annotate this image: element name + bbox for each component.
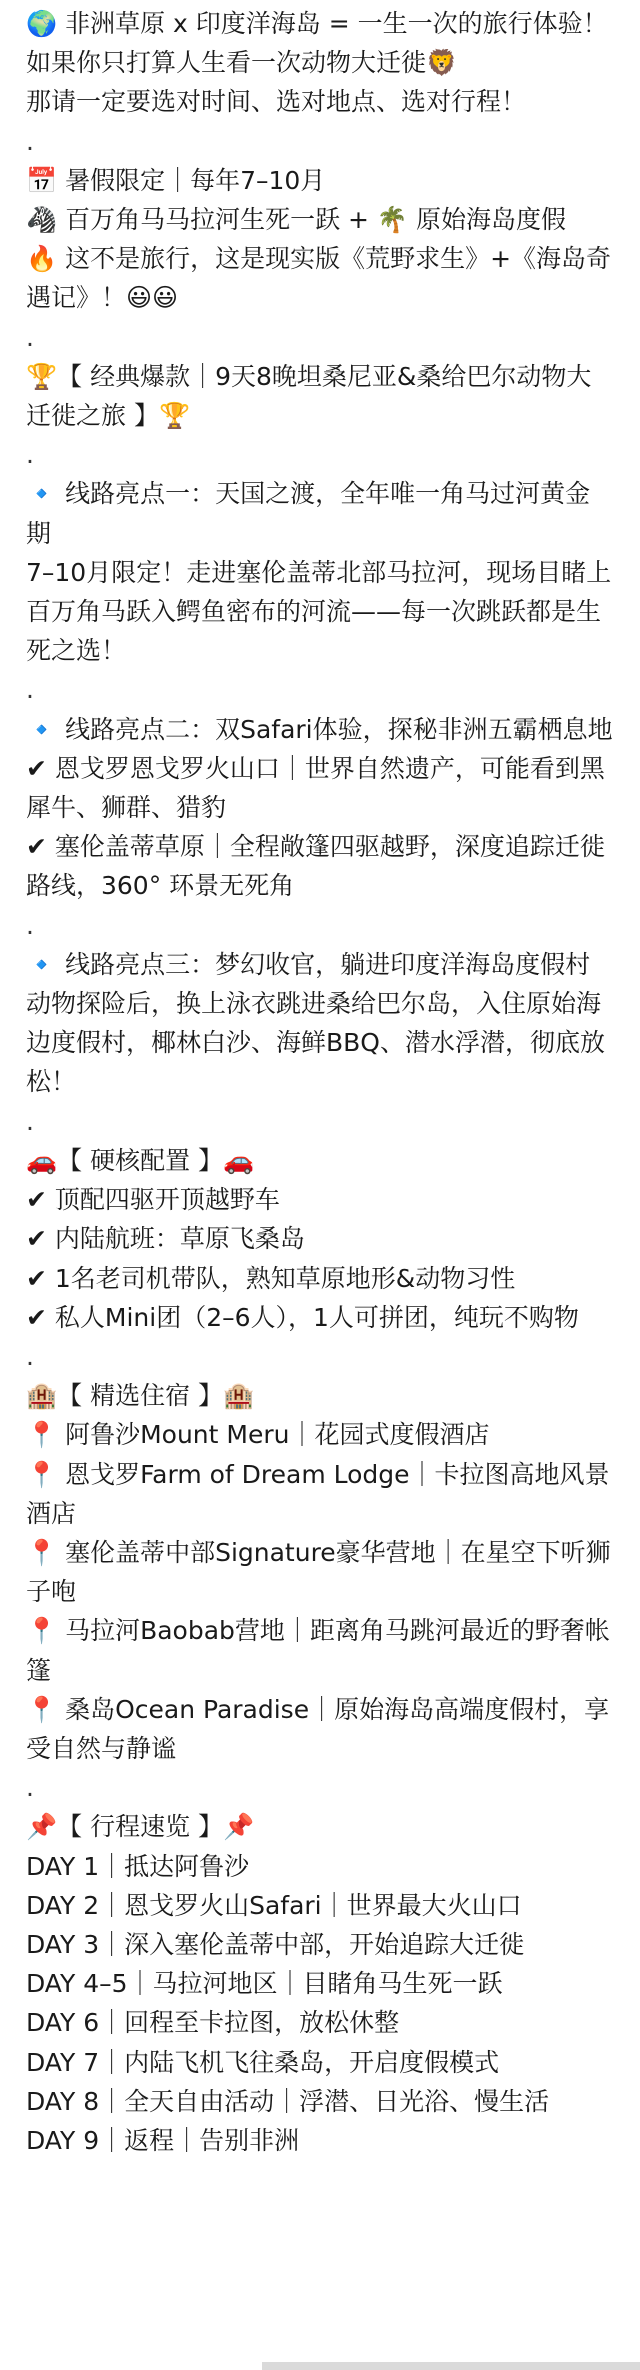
highlight-2-item-2: ✔ 塞伦盖蒂草原｜全程敞篷四驱越野，深度追踪迁徙路线，360° 环景无死角 [26,832,605,901]
itinerary-day: DAY 9｜返程｜告别非洲 [26,2125,300,2155]
lodging-item: 📍 恩戈罗Farm of Dream Lodge｜卡拉图高地风景酒店 [26,1459,610,1528]
lodging-item: 📍 桑岛Ocean Paradise｜原始海岛高端度假村，享受自然与静谧 [26,1694,610,1763]
separator-dot: . [26,1106,34,1136]
config-heading: 🚗【 硬核配置 】🚗 [26,1145,255,1175]
separator-dot: . [26,440,34,470]
lodging-heading: 🏨【 精选住宿 】🏨 [26,1381,255,1411]
product-title: 🏆【 经典爆款｜9天8晚坦桑尼亚&桑给巴尔动物大迁徙之旅 】🏆 [26,361,592,431]
itinerary-day: DAY 3｜深入塞伦盖蒂中部，开始追踪大迁徙 [26,1929,525,1959]
separator-dot: . [26,126,34,156]
intro-line-2: 如果你只打算人生看一次动物大迁徙🦁 [26,48,458,78]
highlight-1-heading: 🔹 线路亮点一：天国之渡，全年唯一角马过河黄金期 [26,479,591,548]
config-item: ✔ 顶配四驱开顶越野车 [26,1185,280,1215]
highlight-3-text: 动物探险后，换上泳衣跳进桑给巴尔岛，入住原始海边度假村，椰林白沙、海鲜BBQ、潜水浮潜，彻底放松！ [26,989,605,1097]
highlight-2-heading: 🔹 线路亮点二：双Safari体验，探秘非洲五霸栖息地 [26,714,613,744]
itinerary-heading: 📌【 行程速览 】📌 [26,1812,255,1842]
separator-dot: . [26,910,34,940]
separator-dot: . [26,322,34,352]
tagline-line: 🔥 这不是旅行，这是现实版《荒野求生》+《海岛奇遇记》！😃😃 [26,244,612,313]
config-item: ✔ 私人Mini团（2–6人），1人可拼团，纯玩不购物 [26,1302,579,1332]
itinerary-day: DAY 6｜回程至卡拉图，放松休整 [26,2008,400,2038]
highlight-1-text: 7–10月限定！走进塞伦盖蒂北部马拉河，现场目睹上百万角马跃入鳄鱼密布的河流——每一次跳跃都是生死之选！ [26,557,612,666]
separator-dot: . [26,1773,34,1803]
itinerary-day: DAY 2｜恩戈罗火山Safari｜世界最大火山口 [26,1890,522,1920]
itinerary-day: DAY 7｜内陆飞机飞往桑岛，开启度假模式 [26,2047,500,2077]
lodging-item: 📍 阿鲁沙Mount Meru｜花园式度假酒店 [26,1420,490,1450]
itinerary-day: DAY 8｜全天自由活动｜浮潜、日光浴、慢生活 [26,2086,550,2116]
separator-dot: . [26,675,34,705]
intro-line-3: 那请一定要选对时间、选对地点、选对行程！ [26,87,527,117]
config-item: ✔ 1名老司机带队，熟知草原地形&动物习性 [26,1263,516,1293]
config-item: ✔ 内陆航班：草原飞桑岛 [26,1224,305,1254]
highlight-2-item-1: ✔ 恩戈罗恩戈罗火山口｜世界自然遗产，可能看到黑犀牛、狮群、猎豹 [26,753,605,823]
lodging-item: 📍 马拉河Baobab营地｜距离角马跳河最近的野奢帐篷 [26,1616,610,1685]
intro-line-1: 🌍 非洲草原 x 印度洋海岛 = 一生一次的旅行体验！ [26,9,608,38]
separator-dot: . [26,1341,34,1371]
itinerary-day: DAY 1｜抵达阿鲁沙 [26,1851,250,1881]
season-line: 📅 暑假限定｜每年7–10月 [26,165,326,195]
itinerary-day: DAY 4–5｜马拉河地区｜目睹角马生死一跃 [26,1969,503,1999]
highlight-summary-line: 🦓 百万角马马拉河生死一跃 + 🌴 原始海岛度假 [26,205,566,235]
lodging-item: 📍 塞伦盖蒂中部Signature豪华营地｜在星空下听狮子咆 [26,1537,611,1607]
bottom-scrollbar[interactable] [262,2362,640,2370]
highlight-3-heading: 🔹 线路亮点三：梦幻收官，躺进印度洋海岛度假村 [26,949,591,979]
